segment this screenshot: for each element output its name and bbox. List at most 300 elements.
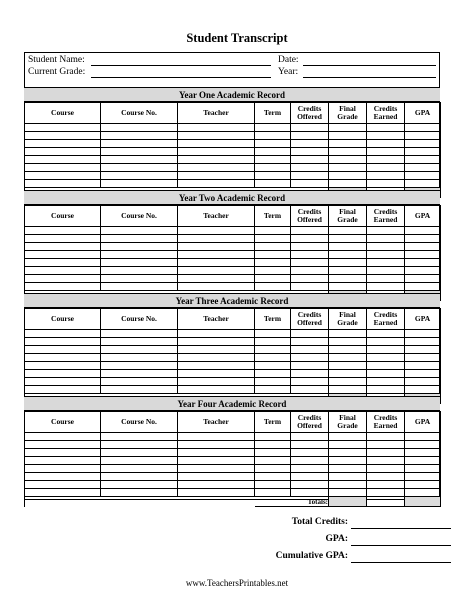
table-cell[interactable] xyxy=(178,235,255,243)
table-cell[interactable] xyxy=(178,156,255,164)
table-cell[interactable] xyxy=(178,140,255,148)
table-cell[interactable] xyxy=(291,481,329,489)
table-row xyxy=(25,235,441,243)
table-cell[interactable] xyxy=(255,338,291,346)
table-cell[interactable] xyxy=(291,465,329,473)
table-cell[interactable] xyxy=(367,180,405,188)
table-cell[interactable] xyxy=(329,180,367,188)
table-cell[interactable] xyxy=(367,386,405,394)
table-cell[interactable] xyxy=(367,433,405,441)
table-cell[interactable] xyxy=(101,449,178,457)
table-cell[interactable] xyxy=(178,132,255,140)
table-cell[interactable] xyxy=(329,354,367,362)
table-cell[interactable] xyxy=(367,275,405,283)
table-cell[interactable] xyxy=(25,251,101,259)
student-name-field[interactable] xyxy=(91,65,271,66)
table-cell[interactable] xyxy=(291,251,329,259)
table-cell[interactable] xyxy=(329,283,367,291)
table-cell[interactable] xyxy=(25,132,101,140)
table-cell[interactable] xyxy=(255,378,291,386)
totals-credits-earned-cell[interactable] xyxy=(367,497,405,507)
table-cell[interactable] xyxy=(291,449,329,457)
table-cell[interactable] xyxy=(405,275,441,283)
table-cell[interactable] xyxy=(405,346,441,354)
table-cell[interactable] xyxy=(405,378,441,386)
table-cell[interactable] xyxy=(367,473,405,481)
column-header: Final Grade xyxy=(329,309,367,330)
table-cell[interactable] xyxy=(25,172,101,180)
table-cell[interactable] xyxy=(25,433,101,441)
table-cell[interactable] xyxy=(101,465,178,473)
table-cell[interactable] xyxy=(291,235,329,243)
table-cell[interactable] xyxy=(367,124,405,132)
current-grade-field[interactable] xyxy=(91,77,271,78)
table-cell[interactable] xyxy=(178,243,255,251)
table-cell[interactable] xyxy=(329,465,367,473)
table-cell[interactable] xyxy=(367,354,405,362)
table-cell[interactable] xyxy=(367,227,405,235)
table-cell[interactable] xyxy=(25,489,101,497)
table-cell[interactable] xyxy=(178,370,255,378)
table-cell[interactable] xyxy=(255,457,291,465)
table-cell[interactable] xyxy=(178,180,255,188)
table-cell[interactable] xyxy=(101,172,178,180)
record-section xyxy=(24,190,440,301)
table-cell[interactable] xyxy=(178,449,255,457)
table-cell[interactable] xyxy=(329,156,367,164)
table-cell[interactable] xyxy=(101,354,178,362)
table-cell[interactable] xyxy=(178,259,255,267)
table-cell[interactable] xyxy=(405,259,441,267)
table-cell[interactable] xyxy=(367,457,405,465)
table-cell[interactable] xyxy=(291,441,329,449)
totals-final-grade-cell[interactable] xyxy=(329,497,367,507)
column-header: Credits Earned xyxy=(367,309,405,330)
table-cell[interactable] xyxy=(25,156,101,164)
table-cell[interactable] xyxy=(25,465,101,473)
table-cell[interactable] xyxy=(367,338,405,346)
table-cell[interactable] xyxy=(329,172,367,180)
table-cell[interactable] xyxy=(329,124,367,132)
table-cell[interactable] xyxy=(178,275,255,283)
table-cell[interactable] xyxy=(329,481,367,489)
table-cell[interactable] xyxy=(101,180,178,188)
table-cell[interactable] xyxy=(329,164,367,172)
table-cell[interactable] xyxy=(255,180,291,188)
table-cell[interactable] xyxy=(178,489,255,497)
table-cell[interactable] xyxy=(329,338,367,346)
table-cell[interactable] xyxy=(367,346,405,354)
table-cell[interactable] xyxy=(405,140,441,148)
table-cell[interactable] xyxy=(101,140,178,148)
table-cell[interactable] xyxy=(101,235,178,243)
table-cell[interactable] xyxy=(329,275,367,283)
table-cell[interactable] xyxy=(101,251,178,259)
table-cell[interactable] xyxy=(291,283,329,291)
table-cell[interactable] xyxy=(291,243,329,251)
total-credits-label: Total Credits: xyxy=(291,517,348,527)
table-cell[interactable] xyxy=(291,180,329,188)
table-cell[interactable] xyxy=(329,449,367,457)
year-label: Year: xyxy=(278,67,299,77)
table-cell[interactable] xyxy=(405,172,441,180)
table-cell[interactable] xyxy=(101,132,178,140)
table-cell[interactable] xyxy=(25,338,101,346)
table-cell[interactable] xyxy=(255,267,291,275)
table-cell[interactable] xyxy=(101,338,178,346)
table-row xyxy=(25,132,441,140)
table-cell[interactable] xyxy=(329,140,367,148)
table-cell[interactable] xyxy=(367,330,405,338)
table-cell[interactable] xyxy=(178,267,255,275)
table-cell[interactable] xyxy=(291,172,329,180)
table-cell[interactable] xyxy=(178,378,255,386)
table-cell[interactable] xyxy=(255,140,291,148)
table-cell[interactable] xyxy=(25,370,101,378)
table-cell[interactable] xyxy=(25,259,101,267)
table-cell[interactable] xyxy=(25,449,101,457)
table-cell[interactable] xyxy=(255,386,291,394)
table-cell[interactable] xyxy=(291,362,329,370)
table-cell[interactable] xyxy=(178,465,255,473)
table-cell[interactable] xyxy=(291,473,329,481)
table-cell[interactable] xyxy=(25,243,101,251)
table-cell[interactable] xyxy=(367,148,405,156)
table-cell[interactable] xyxy=(101,457,178,465)
table-cell[interactable] xyxy=(291,489,329,497)
table-cell[interactable] xyxy=(405,386,441,394)
column-header: Term xyxy=(255,103,291,124)
table-cell[interactable] xyxy=(101,243,178,251)
table-cell[interactable] xyxy=(101,267,178,275)
table-cell[interactable] xyxy=(178,386,255,394)
column-header: Course xyxy=(25,103,101,124)
table-cell[interactable] xyxy=(329,346,367,354)
table-cell[interactable] xyxy=(255,132,291,140)
table-cell[interactable] xyxy=(178,148,255,156)
table-cell[interactable] xyxy=(178,441,255,449)
column-header: Credits Offered xyxy=(291,309,329,330)
table-cell[interactable] xyxy=(291,354,329,362)
gpa-field[interactable] xyxy=(351,545,451,546)
table-cell[interactable] xyxy=(255,362,291,370)
table-cell[interactable] xyxy=(405,481,441,489)
table-cell[interactable] xyxy=(405,473,441,481)
table-cell[interactable] xyxy=(178,354,255,362)
table-cell[interactable] xyxy=(25,386,101,394)
table-cell[interactable] xyxy=(25,378,101,386)
table-cell[interactable] xyxy=(405,243,441,251)
table-cell[interactable] xyxy=(329,386,367,394)
table-cell[interactable] xyxy=(101,481,178,489)
table-cell[interactable] xyxy=(291,259,329,267)
table-cell[interactable] xyxy=(367,243,405,251)
table-cell[interactable] xyxy=(255,449,291,457)
table-cell[interactable] xyxy=(178,481,255,489)
table-cell[interactable] xyxy=(178,346,255,354)
table-cell[interactable] xyxy=(291,338,329,346)
table-cell[interactable] xyxy=(25,180,101,188)
table-cell[interactable] xyxy=(25,362,101,370)
table-cell[interactable] xyxy=(329,148,367,156)
table-cell[interactable] xyxy=(405,338,441,346)
table-cell[interactable] xyxy=(25,148,101,156)
table-cell[interactable] xyxy=(101,346,178,354)
table-cell[interactable] xyxy=(25,164,101,172)
table-cell[interactable] xyxy=(255,275,291,283)
table-cell[interactable] xyxy=(405,441,441,449)
table-cell[interactable] xyxy=(405,489,441,497)
table-cell[interactable] xyxy=(101,259,178,267)
record-table xyxy=(24,411,441,507)
table-cell[interactable] xyxy=(101,124,178,132)
table-cell[interactable] xyxy=(329,243,367,251)
table-cell[interactable] xyxy=(367,172,405,180)
table-cell[interactable] xyxy=(255,164,291,172)
table-cell[interactable] xyxy=(178,227,255,235)
table-cell[interactable] xyxy=(101,275,178,283)
table-cell[interactable] xyxy=(291,378,329,386)
table-cell[interactable] xyxy=(291,140,329,148)
table-row xyxy=(25,251,441,259)
table-cell[interactable] xyxy=(255,354,291,362)
table-cell[interactable] xyxy=(255,227,291,235)
header-row xyxy=(25,103,441,124)
table-cell[interactable] xyxy=(367,259,405,267)
table-cell[interactable] xyxy=(291,457,329,465)
table-cell[interactable] xyxy=(367,378,405,386)
table-cell[interactable] xyxy=(291,370,329,378)
table-cell[interactable] xyxy=(178,172,255,180)
table-cell[interactable] xyxy=(405,124,441,132)
table-cell[interactable] xyxy=(291,330,329,338)
table-cell[interactable] xyxy=(178,330,255,338)
column-header: Final Grade xyxy=(329,103,367,124)
column-header: Course xyxy=(25,412,101,433)
table-cell[interactable] xyxy=(329,132,367,140)
table-row xyxy=(25,338,441,346)
table-cell[interactable] xyxy=(255,235,291,243)
table-cell[interactable] xyxy=(291,227,329,235)
table-cell[interactable] xyxy=(25,441,101,449)
table-cell[interactable] xyxy=(178,164,255,172)
column-header: Credits Earned xyxy=(367,412,405,433)
table-cell[interactable] xyxy=(178,338,255,346)
website-footer: www.TeachersPrintables.net xyxy=(185,578,289,588)
table-cell[interactable] xyxy=(367,283,405,291)
table-cell[interactable] xyxy=(367,251,405,259)
table-cell[interactable] xyxy=(178,473,255,481)
table-cell[interactable] xyxy=(405,457,441,465)
table-cell[interactable] xyxy=(25,267,101,275)
table-cell[interactable] xyxy=(255,243,291,251)
table-cell[interactable] xyxy=(255,370,291,378)
table-row xyxy=(25,180,441,188)
table-cell[interactable] xyxy=(405,227,441,235)
table-row xyxy=(25,259,441,267)
table-cell[interactable] xyxy=(367,132,405,140)
table-cell[interactable] xyxy=(367,140,405,148)
table-cell[interactable] xyxy=(25,346,101,354)
table-cell[interactable] xyxy=(329,251,367,259)
table-cell[interactable] xyxy=(255,433,291,441)
table-cell[interactable] xyxy=(101,362,178,370)
table-cell[interactable] xyxy=(405,330,441,338)
table-cell[interactable] xyxy=(25,275,101,283)
table-cell[interactable] xyxy=(101,164,178,172)
table-cell[interactable] xyxy=(405,132,441,140)
table-cell[interactable] xyxy=(367,156,405,164)
table-cell[interactable] xyxy=(101,441,178,449)
table-cell[interactable] xyxy=(25,457,101,465)
table-cell[interactable] xyxy=(25,140,101,148)
table-cell[interactable] xyxy=(405,433,441,441)
table-cell[interactable] xyxy=(367,489,405,497)
table-cell[interactable] xyxy=(25,354,101,362)
table-cell[interactable] xyxy=(255,259,291,267)
table-cell[interactable] xyxy=(101,489,178,497)
header-row xyxy=(25,309,441,330)
table-cell[interactable] xyxy=(291,156,329,164)
table-cell[interactable] xyxy=(405,362,441,370)
table-cell[interactable] xyxy=(329,489,367,497)
year-field[interactable] xyxy=(303,77,436,78)
table-cell[interactable] xyxy=(405,267,441,275)
table-cell[interactable] xyxy=(101,156,178,164)
table-cell[interactable] xyxy=(405,251,441,259)
table-cell[interactable] xyxy=(291,433,329,441)
table-cell[interactable] xyxy=(291,124,329,132)
table-cell[interactable] xyxy=(255,283,291,291)
table-cell[interactable] xyxy=(178,124,255,132)
table-cell[interactable] xyxy=(329,378,367,386)
table-cell[interactable] xyxy=(178,433,255,441)
table-cell[interactable] xyxy=(291,275,329,283)
table-cell[interactable] xyxy=(255,489,291,497)
table-cell[interactable] xyxy=(25,124,101,132)
table-cell[interactable] xyxy=(255,441,291,449)
table-row xyxy=(25,449,441,457)
table-cell[interactable] xyxy=(329,227,367,235)
table-cell[interactable] xyxy=(367,481,405,489)
table-cell[interactable] xyxy=(101,370,178,378)
table-row xyxy=(25,386,441,394)
cumulative-gpa-field[interactable] xyxy=(351,562,451,563)
table-cell[interactable] xyxy=(255,156,291,164)
table-cell[interactable] xyxy=(178,362,255,370)
table-cell[interactable] xyxy=(329,362,367,370)
table-cell[interactable] xyxy=(291,386,329,394)
table-cell[interactable] xyxy=(329,433,367,441)
table-cell[interactable] xyxy=(367,235,405,243)
table-cell[interactable] xyxy=(367,164,405,172)
table-cell[interactable] xyxy=(101,386,178,394)
table-cell[interactable] xyxy=(405,354,441,362)
table-cell[interactable] xyxy=(329,259,367,267)
column-header: Course No. xyxy=(101,309,178,330)
table-row xyxy=(25,457,441,465)
table-cell[interactable] xyxy=(255,172,291,180)
column-header: Credits Earned xyxy=(367,103,405,124)
table-row xyxy=(25,267,441,275)
table-cell[interactable] xyxy=(255,251,291,259)
table-cell[interactable] xyxy=(255,473,291,481)
table-cell[interactable] xyxy=(405,180,441,188)
table-cell[interactable] xyxy=(329,441,367,449)
table-cell[interactable] xyxy=(25,283,101,291)
table-row xyxy=(25,164,441,172)
table-cell[interactable] xyxy=(178,283,255,291)
table-cell[interactable] xyxy=(405,164,441,172)
table-cell[interactable] xyxy=(255,330,291,338)
table-cell[interactable] xyxy=(405,449,441,457)
table-cell[interactable] xyxy=(255,148,291,156)
table-cell[interactable] xyxy=(329,267,367,275)
table-cell[interactable] xyxy=(291,164,329,172)
table-cell[interactable] xyxy=(329,330,367,338)
table-cell[interactable] xyxy=(101,473,178,481)
table-cell[interactable] xyxy=(291,346,329,354)
table-cell[interactable] xyxy=(291,148,329,156)
table-cell[interactable] xyxy=(329,235,367,243)
table-cell[interactable] xyxy=(255,481,291,489)
table-cell[interactable] xyxy=(329,457,367,465)
table-cell[interactable] xyxy=(101,227,178,235)
table-cell[interactable] xyxy=(329,370,367,378)
table-cell[interactable] xyxy=(405,370,441,378)
totals-gpa-cell[interactable] xyxy=(405,497,441,507)
table-cell[interactable] xyxy=(101,283,178,291)
table-cell[interactable] xyxy=(255,124,291,132)
table-cell[interactable] xyxy=(367,449,405,457)
table-cell[interactable] xyxy=(101,378,178,386)
table-cell[interactable] xyxy=(405,465,441,473)
table-row xyxy=(25,378,441,386)
table-cell[interactable] xyxy=(101,330,178,338)
table-cell[interactable] xyxy=(291,267,329,275)
date-field[interactable] xyxy=(303,65,436,66)
table-cell[interactable] xyxy=(367,441,405,449)
table-cell[interactable] xyxy=(367,267,405,275)
table-cell[interactable] xyxy=(255,465,291,473)
table-cell[interactable] xyxy=(25,227,101,235)
table-cell[interactable] xyxy=(25,235,101,243)
table-cell[interactable] xyxy=(405,283,441,291)
table-cell[interactable] xyxy=(329,473,367,481)
column-header: Course No. xyxy=(101,412,178,433)
table-cell[interactable] xyxy=(25,330,101,338)
table-cell[interactable] xyxy=(178,251,255,259)
table-cell[interactable] xyxy=(255,346,291,354)
table-cell[interactable] xyxy=(367,465,405,473)
table-cell[interactable] xyxy=(405,156,441,164)
table-cell[interactable] xyxy=(101,433,178,441)
column-header: GPA xyxy=(405,309,441,330)
table-cell[interactable] xyxy=(405,148,441,156)
column-header: Course No. xyxy=(101,206,178,227)
table-cell[interactable] xyxy=(178,457,255,465)
table-cell[interactable] xyxy=(367,362,405,370)
table-cell[interactable] xyxy=(367,370,405,378)
table-cell[interactable] xyxy=(25,481,101,489)
table-cell[interactable] xyxy=(291,132,329,140)
table-cell[interactable] xyxy=(405,235,441,243)
total-credits-field[interactable] xyxy=(351,528,451,529)
table-row xyxy=(25,275,441,283)
table-cell[interactable] xyxy=(25,473,101,481)
column-header: Term xyxy=(255,309,291,330)
table-cell[interactable] xyxy=(101,148,178,156)
